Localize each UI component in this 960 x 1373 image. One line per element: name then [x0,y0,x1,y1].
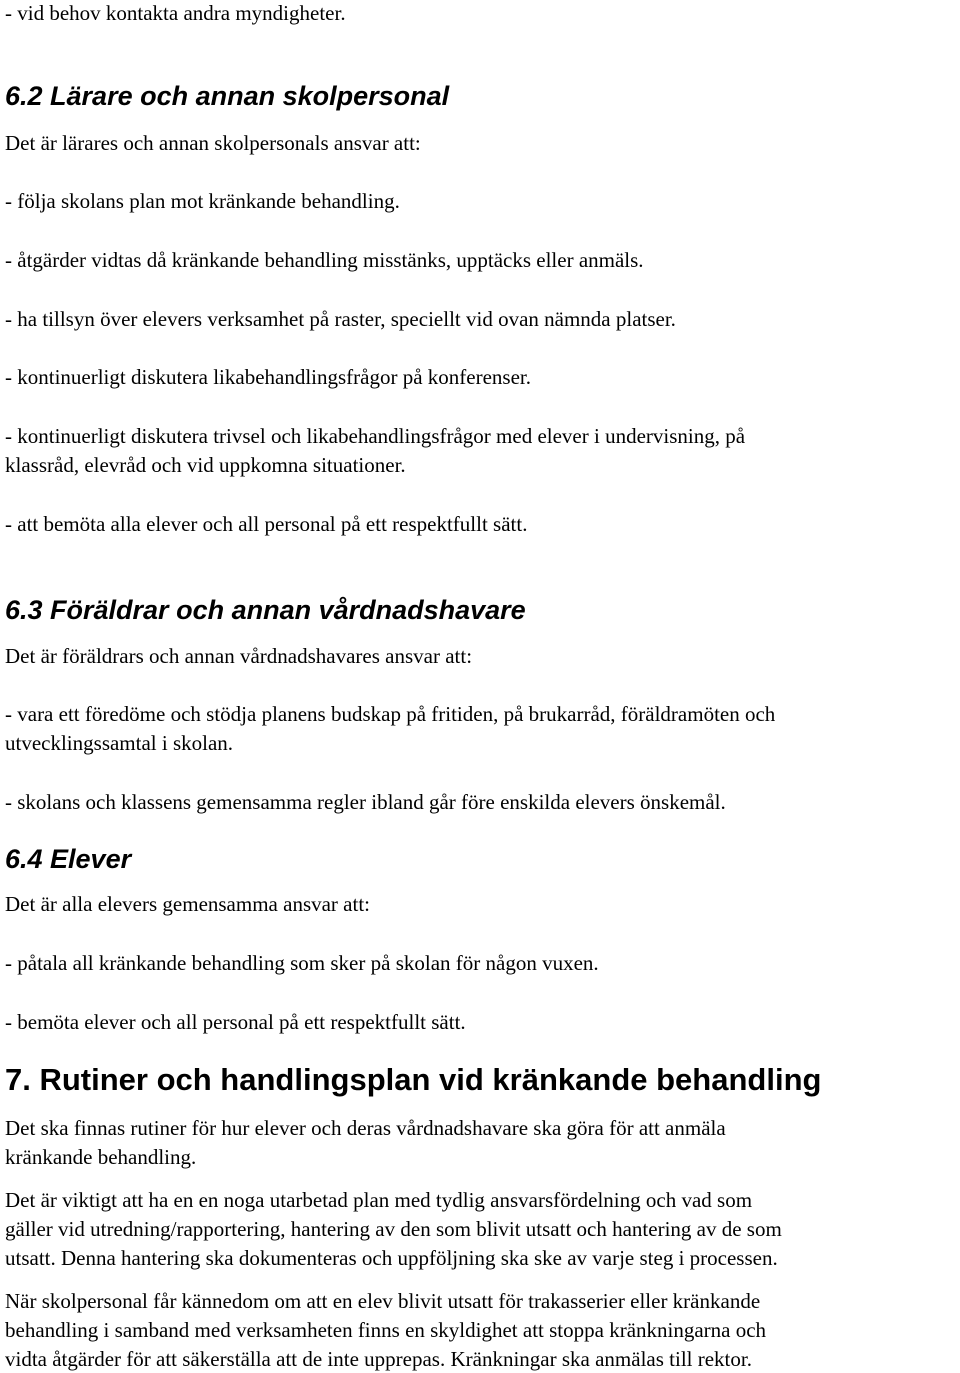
paragraph-line: Det ska finnas rutiner för hur elever och deras vårdnadshavare ska göra för att anmäla [5,1116,726,1140]
list-item: - påtala all kränkande behandling som sker på skolan för någon vuxen. [5,951,599,975]
lead-6-4: Det är alla elevers gemensamma ansvar att: [5,892,370,916]
list-item-continuation: klassråd, elevråd och vid uppkomna situationer. [5,453,406,477]
heading-7: 7. Rutiner och handlingsplan vid kränkande behandling [5,1062,822,1097]
list-item: - vara ett föredöme och stödja planens budskap på fritiden, på brukarråd, föräldramöten och [5,702,776,726]
paragraph-line: kränkande behandling. [5,1145,197,1169]
list-item: - skolans och klassens gemensamma regler ibland går före enskilda elevers önskemål. [5,790,726,814]
paragraph-line: När skolpersonal får kännedom om att en elev blivit utsatt för trakasserier eller kränkande [5,1289,761,1313]
intro-line: - vid behov kontakta andra myndigheter. [5,1,346,25]
list-item-continuation: utvecklingssamtal i skolan. [5,731,234,755]
paragraph-line: Det är viktigt att ha en en noga utarbetad plan med tydlig ansvarsfördelning och vad som [5,1188,753,1212]
list-item: - att bemöta alla elever och all personal på ett respektfullt sätt. [5,512,528,536]
lead-6-3: Det är föräldrars och annan vårdnadshavares ansvar att: [5,644,473,668]
heading-6-3: 6.3 Föräldrar och annan vårdnadshavare [5,595,526,625]
paragraph-line: vidta åtgärder för att säkerställa att de inte upprepas. Kränkningar ska anmälas till rektor. [5,1347,752,1371]
list-item: - kontinuerligt diskutera trivsel och likabehandlingsfrågor med elever i undervisning, på [5,424,746,448]
list-item: - bemöta elever och all personal på ett respektfullt sätt. [5,1010,466,1034]
list-item: - kontinuerligt diskutera likabehandlingsfrågor på konferenser. [5,365,532,389]
heading-6-2: 6.2 Lärare och annan skolpersonal [5,81,450,111]
paragraph-line: gäller vid utredning/rapportering, hantering av den som blivit utsatt och hantering av de som [5,1217,782,1241]
heading-6-4: 6.4 Elever [5,844,132,874]
list-item: - åtgärder vidtas då kränkande behandling misstänks, upptäcks eller anmäls. [5,248,644,272]
lead-6-2: Det är lärares och annan skolpersonals ansvar att: [5,131,421,155]
paragraph-line: utsatt. Denna hantering ska dokumenteras och uppföljning ska ske av varje steg i processen. [5,1246,778,1270]
list-item: - ha tillsyn över elevers verksamhet på raster, speciellt vid ovan nämnda platser. [5,307,676,331]
paragraph-line: behandling i samband med verksamheten finns en skyldighet att stoppa kränkningarna och [5,1318,767,1342]
list-item: - följa skolans plan mot kränkande behandling. [5,189,400,213]
